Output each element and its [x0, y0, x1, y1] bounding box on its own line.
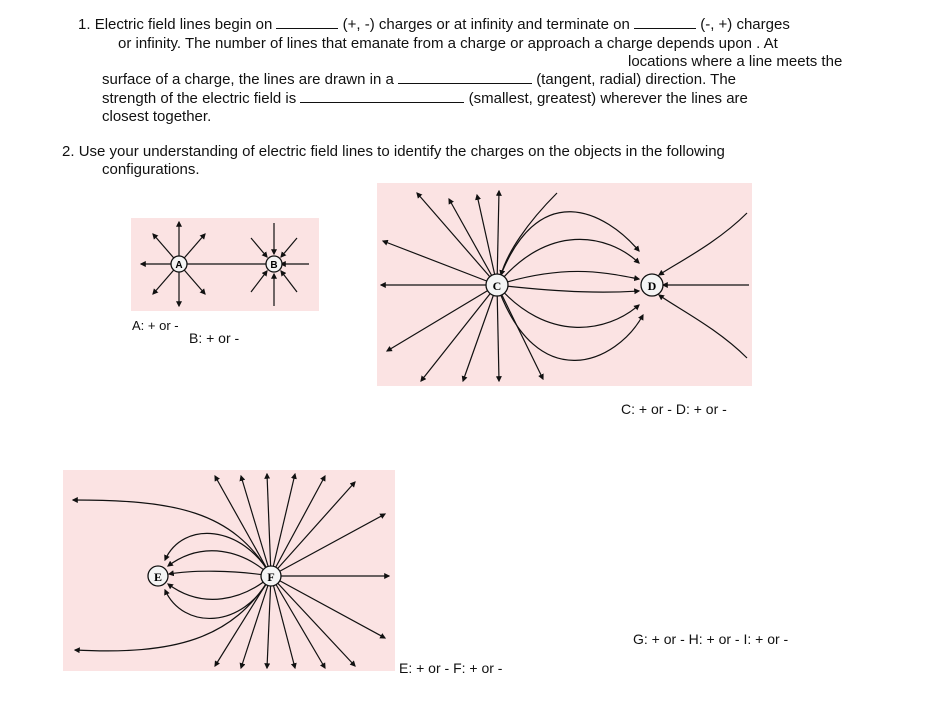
- field-line: [267, 576, 271, 668]
- q1-text-5a: strength of the electric field is: [102, 90, 297, 107]
- answer-a: A: + or -: [132, 318, 179, 333]
- field-line: [271, 576, 385, 638]
- figure-ab-diagram: [131, 218, 319, 311]
- field-line: [497, 285, 639, 292]
- q1-line-1: [78, 16, 790, 33]
- figure-cd: [377, 183, 752, 386]
- q1-text-3: locations where a line meets the: [628, 53, 843, 70]
- q1-text-1c: (-, +) charges: [700, 16, 790, 33]
- field-line: [497, 191, 499, 285]
- field-line: [421, 285, 497, 381]
- field-line: [241, 476, 271, 576]
- field-line: [251, 238, 267, 257]
- field-line: [165, 576, 271, 618]
- q1-text-6: closest together.: [102, 108, 212, 125]
- charge-d-label: D: [647, 279, 657, 293]
- q1-text-4a: surface of a charge, the lines are drawn in a: [102, 71, 394, 88]
- field-line: [383, 241, 497, 285]
- figure-cd-diagram: [377, 183, 752, 386]
- field-line: [477, 195, 497, 285]
- field-line: [267, 474, 271, 576]
- q1-blank-2[interactable]: [634, 16, 696, 29]
- field-line: [168, 576, 271, 599]
- figure-ef: [63, 470, 395, 671]
- charge-e-label: E: [153, 570, 163, 584]
- field-line: [463, 285, 497, 381]
- figure-ef-diagram: [63, 470, 395, 671]
- field-line: [659, 213, 747, 275]
- field-line: [271, 576, 325, 668]
- q1-text-4b: (tangent, radial) direction. The: [536, 71, 737, 88]
- charge-f-label: F: [267, 570, 275, 584]
- answer-b: B: + or -: [189, 330, 240, 346]
- field-line: [271, 576, 295, 668]
- figure-ab: [131, 218, 319, 311]
- field-line: [497, 271, 639, 285]
- q1-text-2: or infinity. The number of lines that emanate from a charge or approach a charge depends upon . At: [118, 35, 778, 52]
- q1-line-5: [102, 90, 748, 107]
- field-line: [169, 571, 271, 576]
- field-line: [497, 285, 643, 360]
- q1-text-1a: Electric field lines begin on: [94, 16, 273, 33]
- q1-text-1b: (+, -) charges or at infinity and terminate on: [342, 16, 630, 33]
- q2-text-1: Use your understanding of electric field lines to identify the charges on the objects in the following: [78, 143, 725, 160]
- q1-text-5b: (smallest, greatest) wherever the lines are: [468, 90, 748, 107]
- field-line: [497, 285, 499, 381]
- field-line: [281, 271, 297, 292]
- charge-a-label: A: [175, 260, 183, 271]
- q1-number: 1.: [78, 16, 91, 33]
- q1-blank-3[interactable]: [398, 71, 532, 84]
- answer-ghi: G: + or - H: + or - I: + or -: [633, 631, 789, 647]
- field-line: [387, 285, 497, 351]
- field-line: [271, 474, 295, 576]
- field-line: [241, 576, 271, 668]
- q2-number: 2.: [62, 143, 75, 160]
- field-line: [497, 239, 639, 285]
- q2-line-1: [62, 143, 725, 160]
- q1-line-4: [102, 71, 736, 88]
- q1-blank-4[interactable]: [300, 90, 464, 103]
- q1-blank-1[interactable]: [276, 16, 338, 29]
- field-line: [251, 271, 267, 292]
- charge-c-label: C: [492, 279, 502, 293]
- field-line: [449, 199, 497, 285]
- field-line: [271, 482, 355, 576]
- field-line: [659, 295, 747, 358]
- field-line: [497, 285, 543, 379]
- answer-ef: E: + or - F: + or -: [399, 660, 503, 676]
- field-line: [281, 238, 297, 257]
- field-line: [417, 193, 497, 285]
- field-line: [271, 576, 355, 666]
- charge-b-label: B: [270, 260, 278, 271]
- field-line: [501, 193, 557, 275]
- field-line: [73, 500, 271, 576]
- q2-text-2: configurations.: [102, 161, 200, 178]
- answer-cd: C: + or - D: + or -: [621, 401, 727, 417]
- field-line: [165, 533, 271, 576]
